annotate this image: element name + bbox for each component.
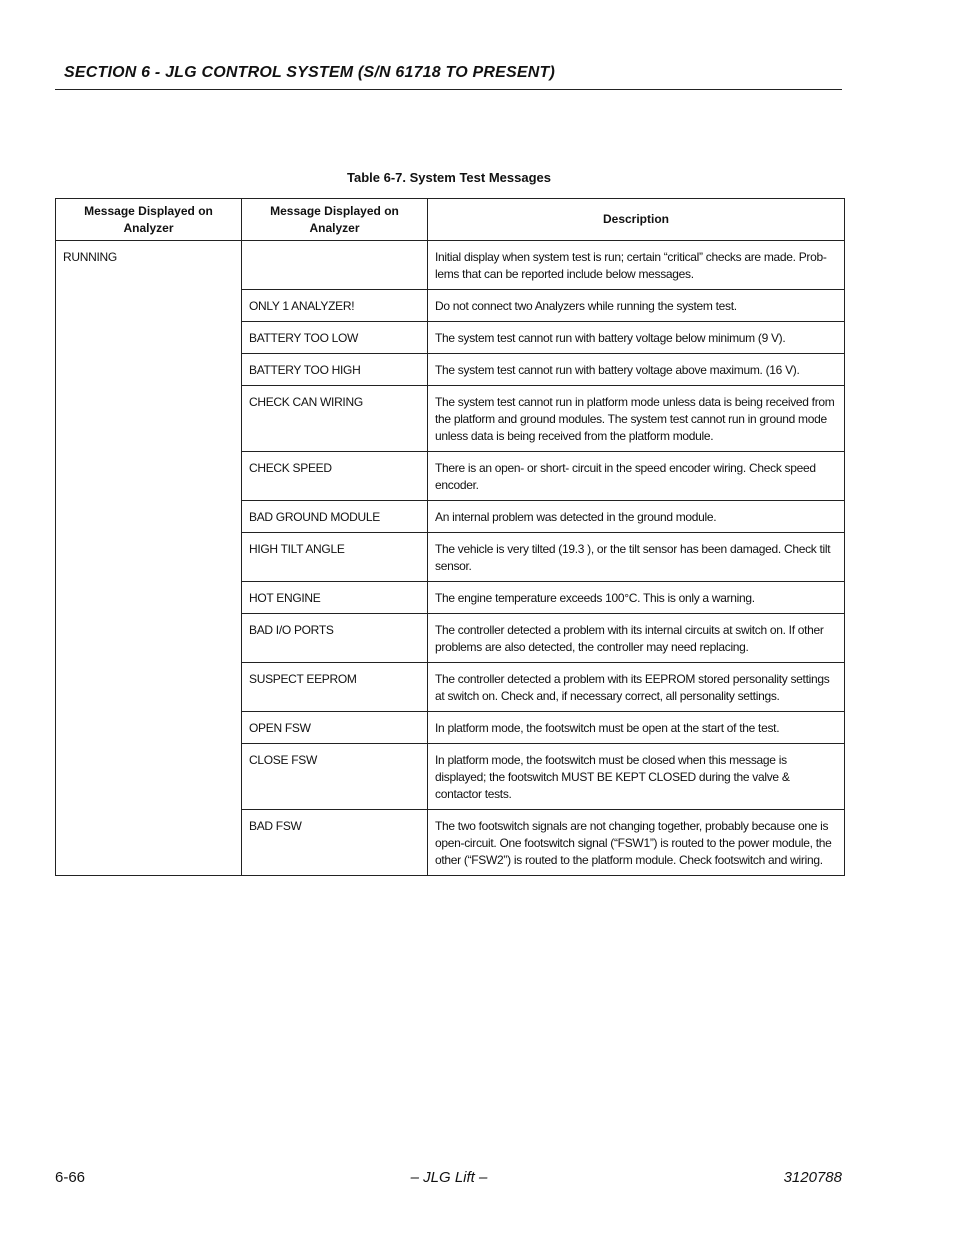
description-cell: The system test cannot run in platform mode unless data is being received from the platform and ground modules. The system test cannot run in ground mode unless data is being received from the platform module. <box>428 386 845 452</box>
table-body <box>56 241 845 876</box>
table-caption: Table 6-7. System Test Messages <box>346 170 551 185</box>
description-cell: An internal problem was detected in the ground module. <box>428 501 845 533</box>
message-cell: OPEN FSW <box>242 712 428 744</box>
section-header: SECTION 6 - JLG CONTROL SYSTEM (S/N 61718 TO PRESENT) <box>64 64 555 81</box>
message-cell: BATTERY TOO HIGH <box>242 354 428 386</box>
description-cell: In platform mode, the footswitch must be closed when this message is displayed; the footswitch MUST BE KEPT CLOSED during the valve & contactor tests. <box>428 744 845 810</box>
description-cell: Initial display when system test is run; certain “critical” checks are made. Prob-lems that can be reported include below messages. <box>428 241 845 290</box>
description-cell: In platform mode, the footswitch must be open at the start of the test. <box>428 712 845 744</box>
message-cell: CHECK CAN WIRING <box>242 386 428 452</box>
header-divider <box>55 89 842 90</box>
description-cell: The two footswitch signals are not changing together, probably because one is open-circuit. One footswitch signal (“FSW1”) is routed to the power module, the other (“FSW2”) is routed to the platform module. Check footswitch and wiring. <box>428 810 845 876</box>
column-header-analyzer-message-2: Message Displayed on Analyzer <box>242 199 428 241</box>
column-header-description: Description <box>428 199 845 241</box>
description-cell: There is an open- or short- circuit in the speed encoder wiring. Check speed encoder. <box>428 452 845 501</box>
page-number: 6-66 <box>55 1169 86 1186</box>
message-cell: ONLY 1 ANALYZER! <box>242 290 428 322</box>
message-cell: BATTERY TOO LOW <box>242 322 428 354</box>
column-header-analyzer-message-1: Message Displayed on Analyzer <box>56 199 242 241</box>
message-cell: BAD GROUND MODULE <box>242 501 428 533</box>
message-cell <box>242 241 428 290</box>
message-cell: HOT ENGINE <box>242 582 428 614</box>
description-cell: The vehicle is very tilted (19.3 ), or the tilt sensor has been damaged. Check tilt sensor. <box>428 533 845 582</box>
document-number: 3120788 <box>783 1169 842 1186</box>
message-cell: HIGH TILT ANGLE <box>242 533 428 582</box>
description-cell: The system test cannot run with battery voltage above maximum. (16 V). <box>428 354 845 386</box>
message-cell: SUSPECT EEPROM <box>242 663 428 712</box>
system-test-messages-table <box>55 198 845 876</box>
description-cell: The controller detected a problem with its internal circuits at switch on. If other problems are also detected, the controller may need replacing. <box>428 614 845 663</box>
group-label-cell: RUNNING <box>56 241 242 876</box>
message-cell: CHECK SPEED <box>242 452 428 501</box>
table-header-row <box>56 199 845 241</box>
description-cell: Do not connect two Analyzers while running the system test. <box>428 290 845 322</box>
table-row <box>56 241 845 290</box>
message-cell: BAD FSW <box>242 810 428 876</box>
footer-title: – JLG Lift – <box>410 1169 488 1186</box>
description-cell: The engine temperature exceeds 100°C. This is only a warning. <box>428 582 845 614</box>
description-cell: The system test cannot run with battery voltage below minimum (9 V). <box>428 322 845 354</box>
message-cell: CLOSE FSW <box>242 744 428 810</box>
message-cell: BAD I/O PORTS <box>242 614 428 663</box>
description-cell: The controller detected a problem with its EEPROM stored personality settings at switch on. Check and, if necessary correct, all personality settings. <box>428 663 845 712</box>
